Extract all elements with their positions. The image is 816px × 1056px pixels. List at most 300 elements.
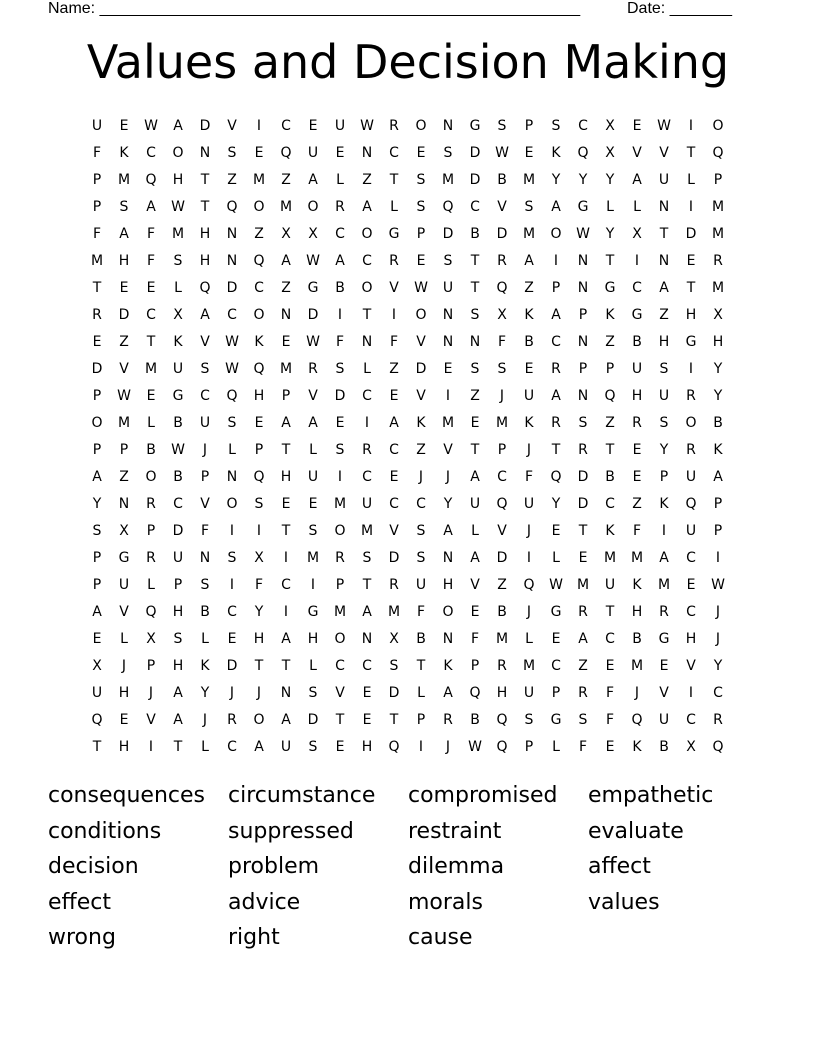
grid-letter[interactable]: L	[201, 739, 209, 755]
grid-letter[interactable]: V	[497, 199, 507, 215]
grid-letter[interactable]: E	[254, 415, 264, 431]
grid-letter[interactable]: U	[685, 523, 697, 539]
grid-letter[interactable]: V	[146, 712, 156, 728]
grid-letter[interactable]: J	[526, 604, 532, 620]
grid-letter[interactable]: S	[335, 361, 345, 377]
grid-letter[interactable]: R	[578, 685, 588, 701]
grid-letter[interactable]: I	[661, 523, 667, 539]
grid-letter[interactable]: R	[308, 361, 318, 377]
grid-letter[interactable]: C	[551, 334, 561, 350]
grid-letter[interactable]: W	[306, 334, 320, 350]
grid-letter[interactable]: Q	[280, 145, 292, 161]
grid-letter[interactable]: Y	[92, 496, 102, 512]
grid-letter[interactable]: S	[470, 361, 480, 377]
grid-letter[interactable]: L	[552, 550, 560, 566]
grid-letter[interactable]: C	[227, 739, 237, 755]
grid-letter[interactable]: O	[91, 415, 103, 431]
grid-letter[interactable]: F	[578, 739, 588, 755]
grid-letter[interactable]: U	[604, 577, 616, 593]
grid-letter[interactable]: Q	[496, 712, 508, 728]
grid-letter[interactable]: H	[442, 577, 454, 593]
grid-letter[interactable]: E	[389, 469, 399, 485]
grid-letter[interactable]: K	[632, 739, 642, 755]
grid-letter[interactable]: C	[470, 199, 480, 215]
grid-letter[interactable]: K	[524, 307, 534, 323]
grid-letter[interactable]: R	[335, 550, 345, 566]
grid-letter[interactable]: P	[146, 523, 156, 539]
grid-letter[interactable]: I	[715, 550, 721, 566]
grid-letter[interactable]: S	[308, 523, 318, 539]
grid-letter[interactable]: T	[281, 523, 291, 539]
grid-letter[interactable]: P	[119, 442, 129, 458]
grid-letter[interactable]: B	[470, 712, 480, 728]
grid-letter[interactable]: W	[117, 388, 131, 404]
grid-letter[interactable]: Z	[119, 469, 129, 485]
grid-letter[interactable]: C	[686, 550, 696, 566]
grid-letter[interactable]: P	[173, 577, 183, 593]
grid-letter[interactable]: E	[119, 712, 129, 728]
grid-letter[interactable]: R	[713, 253, 723, 269]
grid-letter[interactable]: P	[470, 658, 480, 674]
grid-letter[interactable]: Y	[659, 442, 669, 458]
grid-letter[interactable]: R	[227, 712, 237, 728]
grid-letter[interactable]: S	[497, 118, 507, 134]
grid-letter[interactable]: T	[470, 442, 480, 458]
grid-letter[interactable]: B	[632, 631, 642, 647]
grid-letter[interactable]: D	[226, 280, 238, 296]
grid-letter[interactable]: C	[227, 307, 237, 323]
grid-letter[interactable]: Q	[523, 577, 535, 593]
grid-letter[interactable]: L	[120, 631, 128, 647]
grid-letter[interactable]: S	[308, 739, 318, 755]
grid-letter[interactable]: A	[362, 604, 372, 620]
grid-letter[interactable]: Y	[713, 658, 723, 674]
grid-letter[interactable]: U	[442, 280, 454, 296]
grid-letter[interactable]: C	[335, 226, 345, 242]
grid-letter[interactable]: U	[280, 739, 292, 755]
grid-letter[interactable]: Y	[578, 172, 588, 188]
grid-letter[interactable]: P	[92, 388, 102, 404]
grid-letter[interactable]: P	[146, 658, 156, 674]
grid-letter[interactable]: A	[443, 523, 453, 539]
grid-letter[interactable]: F	[146, 253, 156, 269]
grid-letter[interactable]: P	[92, 550, 102, 566]
grid-letter[interactable]: A	[308, 415, 318, 431]
grid-letter[interactable]: A	[308, 172, 318, 188]
grid-letter[interactable]: W	[171, 199, 185, 215]
grid-letter[interactable]: H	[118, 253, 130, 269]
grid-letter[interactable]: R	[389, 253, 399, 269]
grid-letter[interactable]: J	[121, 658, 127, 674]
grid-letter[interactable]: V	[200, 496, 210, 512]
grid-letter[interactable]: Y	[551, 172, 561, 188]
grid-letter[interactable]: F	[497, 334, 507, 350]
grid-letter[interactable]: H	[199, 226, 211, 242]
grid-letter[interactable]: K	[443, 658, 453, 674]
grid-letter[interactable]: R	[146, 496, 156, 512]
grid-letter[interactable]: E	[362, 685, 372, 701]
grid-letter[interactable]: I	[688, 118, 694, 134]
grid-letter[interactable]: P	[416, 226, 426, 242]
grid-letter[interactable]: T	[605, 253, 615, 269]
grid-letter[interactable]: S	[578, 712, 588, 728]
date-field-label[interactable]: Date: _______	[627, 0, 732, 17]
grid-letter[interactable]: W	[225, 334, 239, 350]
grid-letter[interactable]: Y	[713, 388, 723, 404]
grid-letter[interactable]: Q	[496, 496, 508, 512]
grid-letter[interactable]: C	[146, 307, 156, 323]
grid-letter[interactable]: V	[335, 685, 345, 701]
grid-letter[interactable]: A	[362, 199, 372, 215]
grid-letter[interactable]: B	[497, 604, 507, 620]
grid-letter[interactable]: P	[281, 388, 291, 404]
grid-letter[interactable]: B	[335, 280, 345, 296]
grid-letter[interactable]: P	[524, 118, 534, 134]
grid-letter[interactable]: V	[659, 685, 669, 701]
grid-letter[interactable]: I	[337, 307, 343, 323]
grid-letter[interactable]: Z	[470, 388, 480, 404]
grid-letter[interactable]: J	[499, 388, 505, 404]
grid-letter[interactable]: B	[470, 226, 480, 242]
grid-letter[interactable]: Z	[524, 280, 534, 296]
grid-letter[interactable]: G	[550, 604, 562, 620]
grid-letter[interactable]: W	[306, 253, 320, 269]
grid-letter[interactable]: E	[686, 577, 696, 593]
grid-letter[interactable]: G	[307, 280, 319, 296]
grid-letter[interactable]: Q	[91, 712, 103, 728]
grid-letter[interactable]: K	[200, 658, 210, 674]
grid-letter[interactable]: S	[173, 253, 183, 269]
grid-letter[interactable]: J	[526, 442, 532, 458]
grid-letter[interactable]: Q	[226, 388, 238, 404]
grid-letter[interactable]: N	[442, 118, 454, 134]
grid-letter[interactable]: X	[281, 226, 291, 242]
grid-letter[interactable]: Q	[442, 199, 454, 215]
grid-letter[interactable]: U	[523, 496, 535, 512]
grid-letter[interactable]: K	[551, 145, 561, 161]
grid-letter[interactable]: Y	[605, 226, 615, 242]
grid-letter[interactable]: E	[551, 631, 561, 647]
grid-letter[interactable]: F	[146, 226, 156, 242]
grid-letter[interactable]: R	[578, 442, 588, 458]
grid-letter[interactable]: B	[632, 334, 642, 350]
grid-letter[interactable]: P	[524, 739, 534, 755]
grid-letter[interactable]: N	[280, 685, 292, 701]
grid-letter[interactable]: Z	[389, 361, 399, 377]
grid-letter[interactable]: Q	[496, 739, 508, 755]
grid-letter[interactable]: R	[362, 442, 372, 458]
grid-letter[interactable]: E	[659, 658, 669, 674]
grid-letter[interactable]: Z	[416, 442, 426, 458]
grid-letter[interactable]: P	[578, 361, 588, 377]
grid-letter[interactable]: Z	[119, 334, 129, 350]
grid-letter[interactable]: M	[522, 658, 536, 674]
grid-letter[interactable]: H	[631, 388, 643, 404]
grid-letter[interactable]: E	[551, 523, 561, 539]
grid-letter[interactable]: H	[172, 658, 184, 674]
grid-letter[interactable]: A	[524, 253, 534, 269]
grid-letter[interactable]: B	[497, 172, 507, 188]
grid-letter[interactable]: A	[632, 172, 642, 188]
grid-letter[interactable]: Q	[226, 199, 238, 215]
grid-letter[interactable]: I	[688, 685, 694, 701]
grid-letter[interactable]: I	[688, 199, 694, 215]
grid-letter[interactable]: Y	[443, 496, 453, 512]
grid-letter[interactable]: E	[416, 253, 426, 269]
grid-letter[interactable]: G	[550, 712, 562, 728]
grid-letter[interactable]: P	[551, 280, 561, 296]
grid-letter[interactable]: F	[632, 523, 642, 539]
grid-letter[interactable]: Q	[253, 253, 265, 269]
grid-letter[interactable]: A	[713, 469, 723, 485]
grid-letter[interactable]: N	[658, 199, 670, 215]
grid-letter[interactable]: M	[279, 199, 293, 215]
grid-letter[interactable]: H	[496, 685, 508, 701]
grid-letter[interactable]: P	[578, 307, 588, 323]
grid-letter[interactable]: L	[174, 280, 182, 296]
grid-letter[interactable]: L	[633, 199, 641, 215]
grid-letter[interactable]: E	[416, 145, 426, 161]
grid-letter[interactable]: S	[551, 118, 561, 134]
grid-letter[interactable]: J	[715, 631, 721, 647]
grid-letter[interactable]: U	[658, 712, 670, 728]
grid-letter[interactable]: J	[634, 685, 640, 701]
grid-letter[interactable]: P	[605, 361, 615, 377]
grid-letter[interactable]: J	[526, 523, 532, 539]
grid-letter[interactable]: F	[92, 226, 102, 242]
grid-letter[interactable]: U	[523, 685, 535, 701]
grid-letter[interactable]: V	[632, 145, 642, 161]
grid-letter[interactable]: D	[685, 226, 697, 242]
grid-letter[interactable]: I	[553, 253, 559, 269]
grid-letter[interactable]: T	[200, 199, 210, 215]
grid-letter[interactable]: E	[389, 388, 399, 404]
grid-letter[interactable]: B	[416, 631, 426, 647]
grid-letter[interactable]: O	[712, 118, 724, 134]
grid-letter[interactable]: D	[388, 550, 400, 566]
grid-letter[interactable]: M	[657, 577, 671, 593]
grid-letter[interactable]: W	[225, 361, 239, 377]
grid-letter[interactable]: E	[281, 496, 291, 512]
grid-letter[interactable]: X	[605, 118, 615, 134]
grid-letter[interactable]: O	[442, 604, 454, 620]
grid-letter[interactable]: B	[200, 604, 210, 620]
grid-letter[interactable]: U	[685, 469, 697, 485]
grid-letter[interactable]: P	[551, 685, 561, 701]
grid-letter[interactable]: S	[173, 631, 183, 647]
grid-letter[interactable]: H	[118, 685, 130, 701]
name-field-label[interactable]: Name: ______________________________________________________	[48, 0, 581, 17]
grid-letter[interactable]: C	[389, 496, 399, 512]
grid-letter[interactable]: V	[497, 523, 507, 539]
grid-letter[interactable]: C	[686, 712, 696, 728]
grid-letter[interactable]: H	[712, 334, 724, 350]
grid-letter[interactable]: Q	[604, 388, 616, 404]
grid-letter[interactable]: S	[200, 577, 210, 593]
grid-letter[interactable]: O	[550, 226, 562, 242]
grid-letter[interactable]: W	[414, 280, 428, 296]
grid-letter[interactable]: Q	[631, 712, 643, 728]
grid-letter[interactable]: N	[577, 388, 589, 404]
grid-letter[interactable]: N	[226, 226, 238, 242]
grid-letter[interactable]: C	[362, 388, 372, 404]
grid-letter[interactable]: E	[308, 118, 318, 134]
grid-letter[interactable]: N	[280, 307, 292, 323]
grid-letter[interactable]: Y	[713, 361, 723, 377]
grid-letter[interactable]: C	[227, 604, 237, 620]
grid-letter[interactable]: S	[524, 199, 534, 215]
grid-letter[interactable]: L	[147, 577, 155, 593]
grid-letter[interactable]: P	[713, 496, 723, 512]
grid-letter[interactable]: S	[254, 496, 264, 512]
grid-letter[interactable]: Q	[253, 469, 265, 485]
grid-letter[interactable]: M	[252, 172, 266, 188]
grid-letter[interactable]: N	[658, 253, 670, 269]
grid-letter[interactable]: M	[576, 577, 590, 593]
grid-letter[interactable]: J	[148, 685, 154, 701]
grid-letter[interactable]: M	[711, 226, 725, 242]
grid-letter[interactable]: M	[333, 604, 347, 620]
grid-letter[interactable]: G	[307, 604, 319, 620]
grid-letter[interactable]: A	[551, 307, 561, 323]
grid-letter[interactable]: T	[686, 280, 696, 296]
grid-letter[interactable]: L	[471, 523, 479, 539]
grid-letter[interactable]: P	[92, 577, 102, 593]
grid-letter[interactable]: P	[335, 577, 345, 593]
grid-letter[interactable]: T	[362, 577, 372, 593]
grid-letter[interactable]: H	[631, 604, 643, 620]
grid-letter[interactable]: N	[361, 145, 373, 161]
grid-letter[interactable]: T	[389, 172, 399, 188]
grid-letter[interactable]: I	[256, 523, 262, 539]
grid-letter[interactable]: M	[117, 172, 131, 188]
grid-letter[interactable]: R	[686, 442, 696, 458]
grid-letter[interactable]: V	[119, 361, 129, 377]
grid-letter[interactable]: V	[200, 334, 210, 350]
grid-letter[interactable]: R	[497, 253, 507, 269]
grid-letter[interactable]: U	[631, 361, 643, 377]
grid-letter[interactable]: L	[417, 685, 425, 701]
grid-letter[interactable]: R	[578, 604, 588, 620]
grid-letter[interactable]: U	[361, 496, 373, 512]
grid-letter[interactable]: E	[686, 253, 696, 269]
grid-letter[interactable]: D	[334, 388, 346, 404]
grid-letter[interactable]: H	[172, 604, 184, 620]
grid-letter[interactable]: T	[605, 442, 615, 458]
grid-letter[interactable]: J	[445, 469, 451, 485]
grid-letter[interactable]: H	[658, 334, 670, 350]
grid-letter[interactable]: K	[173, 334, 183, 350]
grid-letter[interactable]: M	[387, 604, 401, 620]
grid-letter[interactable]: L	[525, 631, 533, 647]
grid-letter[interactable]: E	[578, 550, 588, 566]
grid-letter[interactable]: M	[630, 658, 644, 674]
grid-letter[interactable]: Z	[362, 172, 372, 188]
grid-letter[interactable]: E	[632, 469, 642, 485]
grid-letter[interactable]: V	[686, 658, 696, 674]
grid-letter[interactable]: H	[280, 469, 292, 485]
grid-letter[interactable]: C	[605, 496, 615, 512]
grid-letter[interactable]: S	[92, 523, 102, 539]
grid-letter[interactable]: U	[658, 388, 670, 404]
grid-letter[interactable]: P	[254, 442, 264, 458]
grid-letter[interactable]: Q	[469, 685, 481, 701]
grid-letter[interactable]: S	[578, 415, 588, 431]
grid-letter[interactable]: I	[418, 739, 424, 755]
grid-letter[interactable]: Y	[605, 172, 615, 188]
grid-letter[interactable]: O	[361, 280, 373, 296]
grid-letter[interactable]: S	[443, 253, 453, 269]
grid-letter[interactable]: Y	[254, 604, 264, 620]
grid-letter[interactable]: Q	[712, 145, 724, 161]
grid-letter[interactable]: O	[145, 469, 157, 485]
grid-letter[interactable]: P	[416, 712, 426, 728]
grid-letter[interactable]: S	[389, 658, 399, 674]
grid-letter[interactable]: A	[146, 199, 156, 215]
grid-letter[interactable]: B	[146, 442, 156, 458]
grid-letter[interactable]: V	[416, 388, 426, 404]
grid-letter[interactable]: A	[551, 388, 561, 404]
grid-letter[interactable]: R	[146, 550, 156, 566]
grid-letter[interactable]: T	[92, 739, 102, 755]
grid-letter[interactable]: U	[307, 469, 319, 485]
grid-letter[interactable]: A	[281, 415, 291, 431]
grid-letter[interactable]: D	[577, 496, 589, 512]
grid-letter[interactable]: S	[470, 307, 480, 323]
grid-letter[interactable]: T	[146, 334, 156, 350]
grid-letter[interactable]: B	[173, 415, 183, 431]
grid-letter[interactable]: T	[605, 604, 615, 620]
grid-letter[interactable]: N	[442, 307, 454, 323]
grid-letter[interactable]: U	[118, 577, 130, 593]
grid-letter[interactable]: X	[389, 631, 399, 647]
grid-letter[interactable]: X	[686, 739, 696, 755]
grid-letter[interactable]: Q	[388, 739, 400, 755]
grid-letter[interactable]: L	[336, 172, 344, 188]
grid-letter[interactable]: A	[659, 280, 669, 296]
grid-letter[interactable]: T	[281, 658, 291, 674]
grid-letter[interactable]: U	[91, 118, 103, 134]
grid-letter[interactable]: K	[605, 523, 615, 539]
grid-letter[interactable]: A	[92, 469, 102, 485]
grid-letter[interactable]: G	[469, 118, 481, 134]
grid-letter[interactable]: S	[659, 415, 669, 431]
grid-letter[interactable]: X	[119, 523, 129, 539]
grid-letter[interactable]: A	[335, 253, 345, 269]
grid-letter[interactable]: H	[361, 739, 373, 755]
grid-letter[interactable]: C	[200, 388, 210, 404]
grid-letter[interactable]: E	[146, 280, 156, 296]
grid-letter[interactable]: X	[92, 658, 102, 674]
grid-letter[interactable]: P	[713, 172, 723, 188]
grid-letter[interactable]: L	[687, 172, 695, 188]
grid-letter[interactable]: D	[496, 226, 508, 242]
grid-letter[interactable]: U	[172, 361, 184, 377]
grid-letter[interactable]: P	[497, 442, 507, 458]
grid-letter[interactable]: A	[173, 712, 183, 728]
grid-letter[interactable]: Z	[578, 658, 588, 674]
grid-letter[interactable]: Z	[281, 172, 291, 188]
grid-letter[interactable]: E	[443, 361, 453, 377]
grid-letter[interactable]: H	[253, 631, 265, 647]
grid-letter[interactable]: G	[577, 199, 589, 215]
grid-letter[interactable]: T	[173, 739, 183, 755]
grid-letter[interactable]: C	[713, 685, 723, 701]
grid-letter[interactable]: Q	[199, 280, 211, 296]
grid-letter[interactable]: X	[146, 631, 156, 647]
grid-letter[interactable]: V	[308, 388, 318, 404]
grid-letter[interactable]: C	[173, 496, 183, 512]
